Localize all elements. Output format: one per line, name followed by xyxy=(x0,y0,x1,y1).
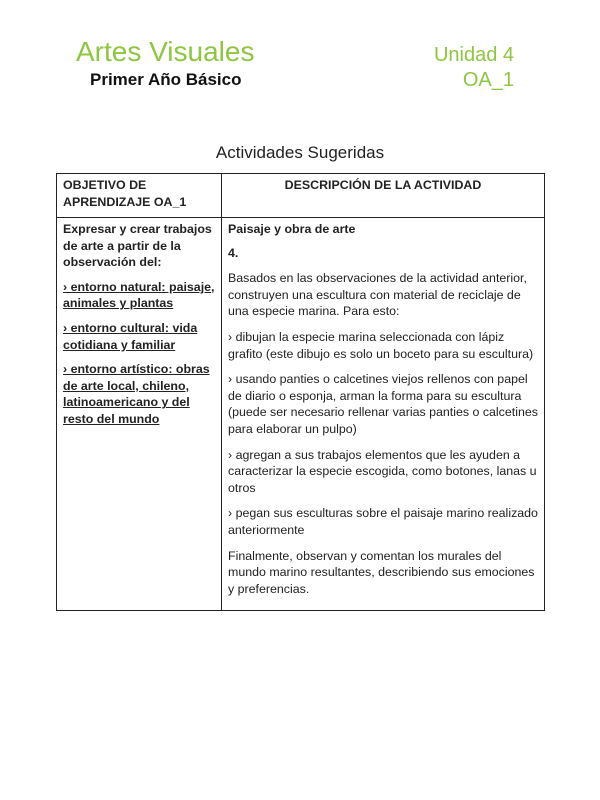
objective-cell xyxy=(57,218,222,611)
activity-table xyxy=(56,173,545,611)
oa-label: OA_1 xyxy=(462,69,514,91)
activity-paragraph-intro: Basados en las observaciones de la actividad anterior, construyen una escultura con material de reciclaje de una especie marina. Para esto: xyxy=(228,271,527,319)
section-title: Actividades Sugeridas xyxy=(215,143,385,162)
activity-paragraph-closing: Finalmente, observan y comentan los murales del mundo marino resultantes, describiendo sus emociones y preferencias. xyxy=(228,548,535,596)
objective-intro: Expresar y crear trabajos de arte a partir de la observación del: xyxy=(63,222,212,270)
table-row xyxy=(57,218,545,611)
activity-number: 4. xyxy=(228,245,239,260)
page-header xyxy=(0,0,600,110)
objective-item-natural[interactable]: › entorno natural: paisaje, animales y plantas xyxy=(63,279,215,311)
activity-step-paste: › pegan sus esculturas sobre el paisaje marino realizado anteriormente xyxy=(228,506,538,537)
activity-step-decorate: › agregan a sus trabajos elementos que les ayuden a caracterizar la especie escogida, como botones, lanas u otros xyxy=(228,447,537,495)
objective-header: OBJETIVO DE APRENDIZAJE OA_1 xyxy=(57,174,222,218)
subject-title: Artes Visuales xyxy=(76,36,255,67)
activity-cell xyxy=(222,218,545,611)
table-header-row xyxy=(57,174,545,218)
activity-title: Paisaje y obra de arte xyxy=(228,222,356,236)
activity-description-header: DESCRIPCIÓN DE LA ACTIVIDAD xyxy=(222,174,545,218)
activity-step-draw: › dibujan la especie marina seleccionada con lápiz grafito (este dibujo es solo un boceto para su escultura) xyxy=(228,329,534,361)
unit-label: Unidad 4 xyxy=(433,44,514,66)
grade-subtitle: Primer Año Básico xyxy=(90,70,242,89)
objective-item-artistic[interactable]: › entorno artístico: obras de arte local, chileno, latinoamericano y del resto del mundo xyxy=(63,362,210,426)
objective-item-cultural[interactable]: › entorno cultural: vida cotidiana y familiar xyxy=(63,320,198,352)
activity-step-form: › usando panties o calcetines viejos rellenos con papel de diario o esponja, arman la forma para su escultura (puede ser necesario rellenar varias panties o calcetines para elaborar un pulpo) xyxy=(228,372,538,436)
